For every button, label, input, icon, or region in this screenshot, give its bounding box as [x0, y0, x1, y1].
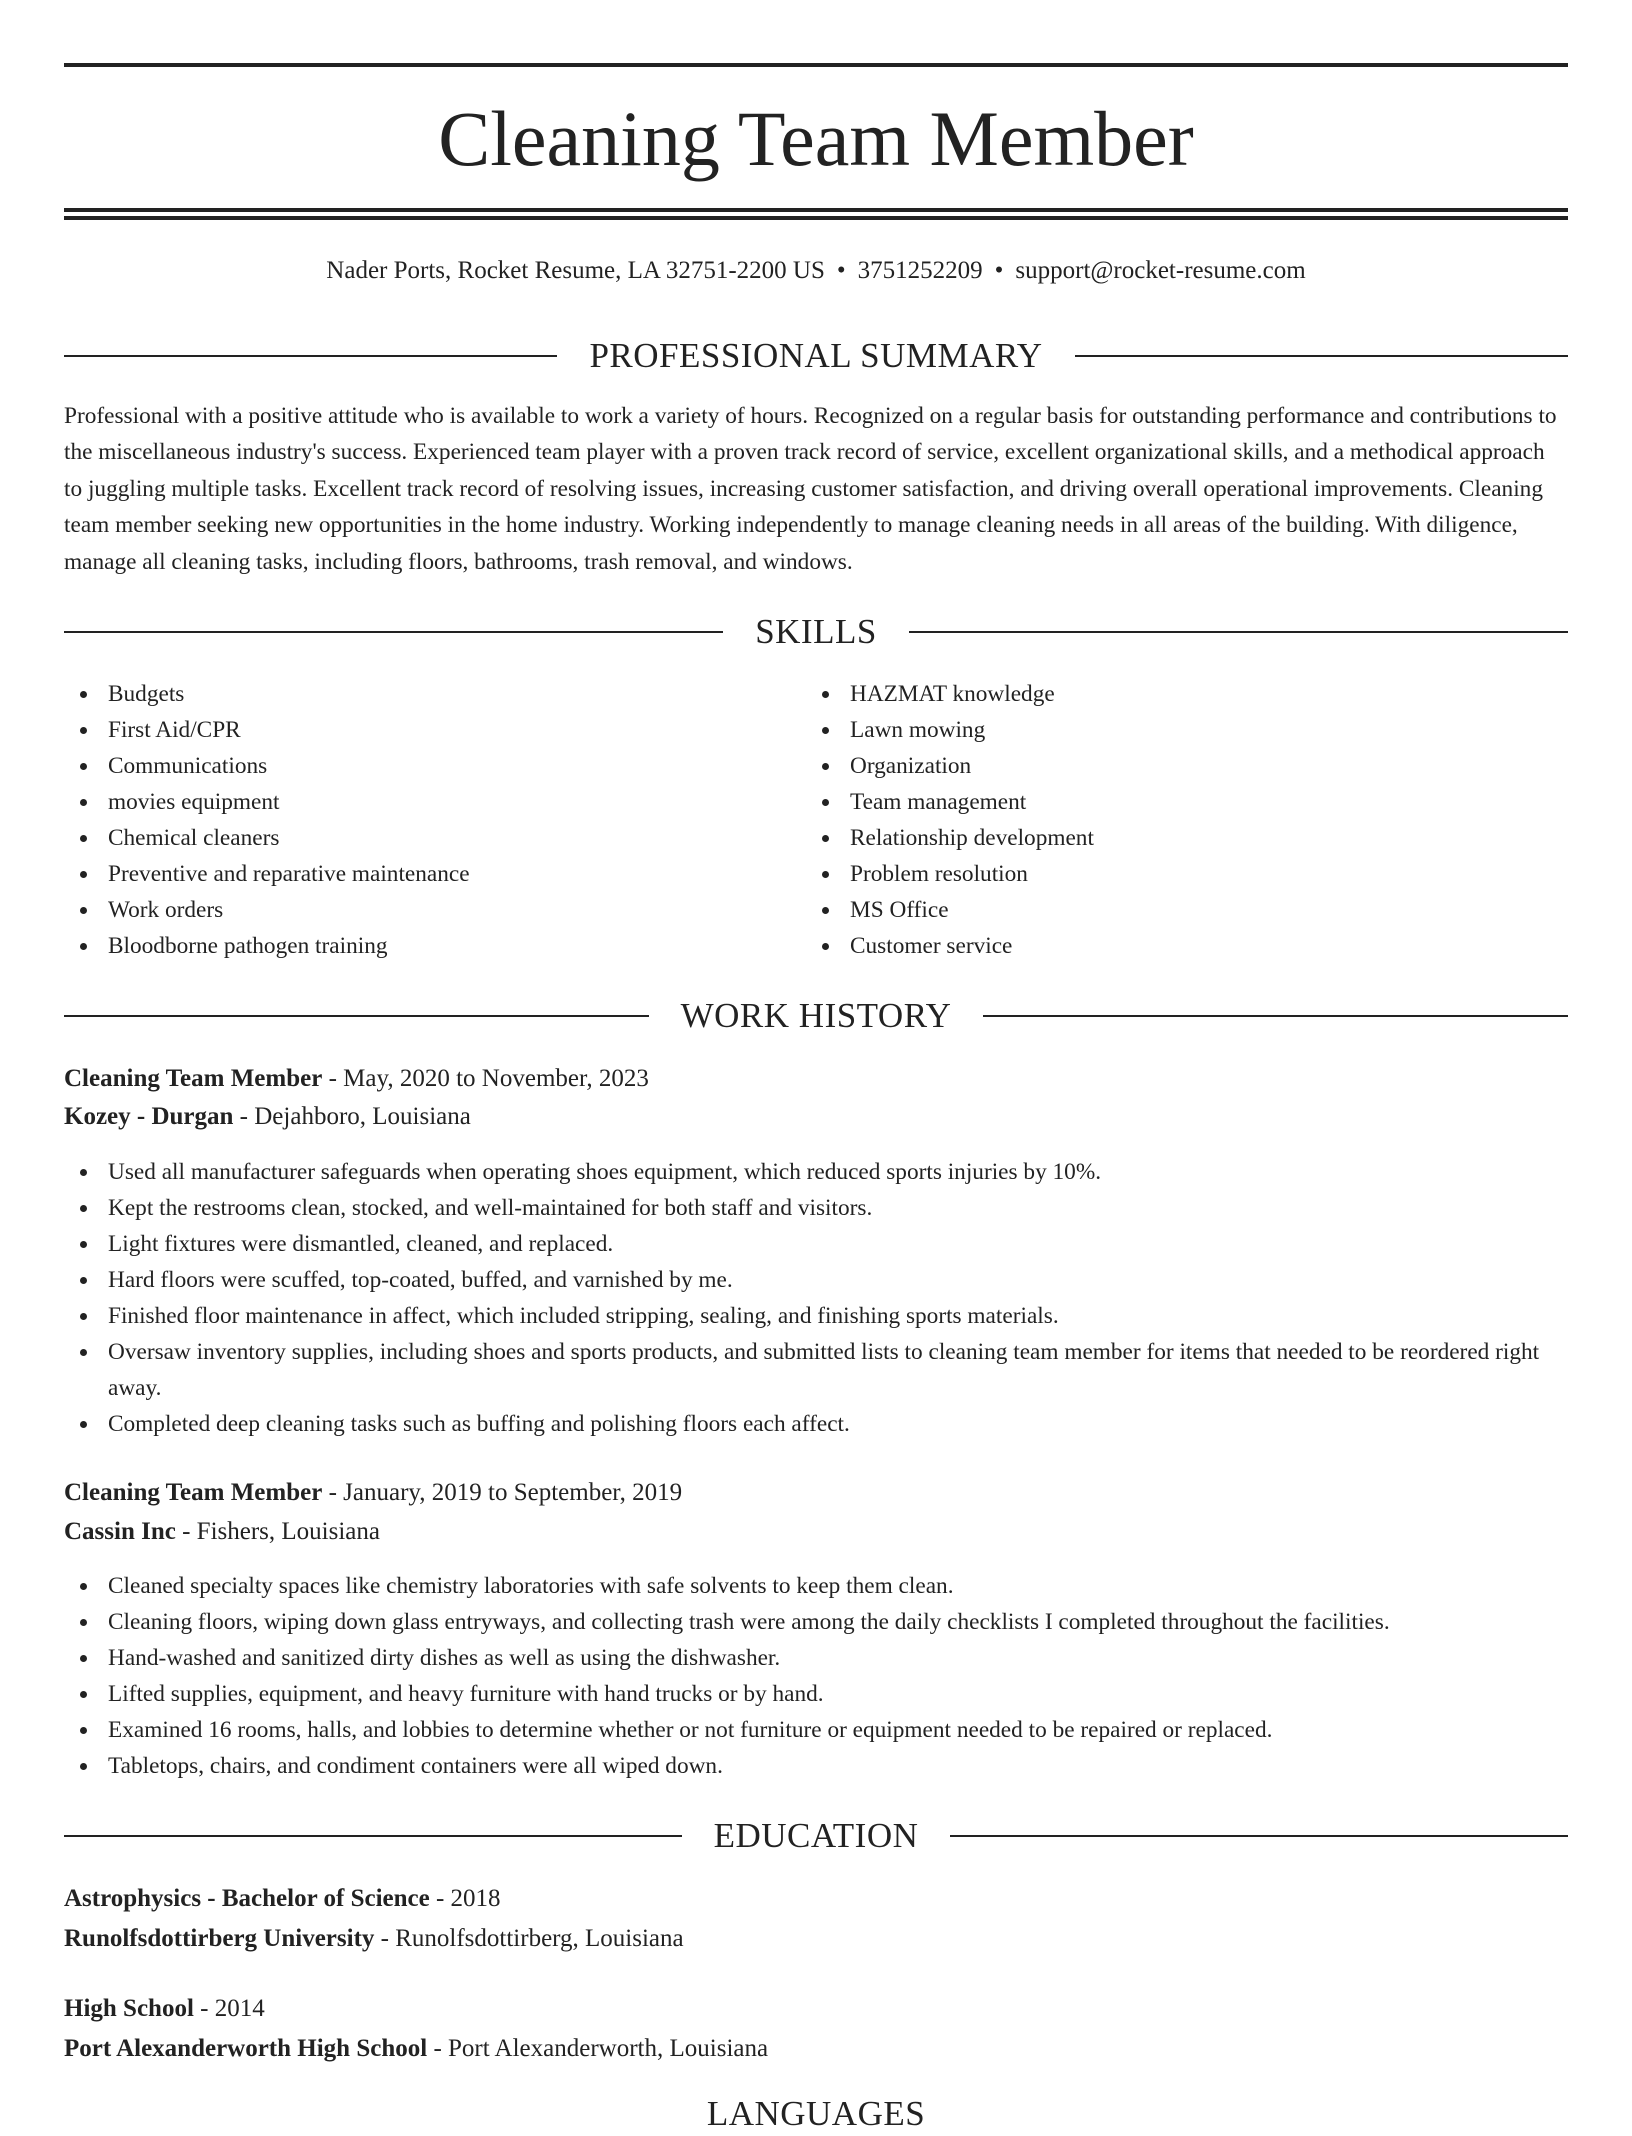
duty-item: Light fixtures were dismantled, cleaned, and replaced. [64, 1226, 1568, 1262]
job-company-line [64, 1514, 1568, 1550]
divider-line [64, 631, 723, 633]
summary-text: Professional with a positive attitude who is available to work a variety of hours. Recognized on a regular basis for outstanding performance and contributions to the miscellaneous industry's success. Experienced team player with a proven track record of service, excellent organizational skills, and a methodical approach to juggling multiple tasks. Excellent track record of resolving issues, increasing customer satisfaction, and driving overall operational improvements. Cleaning team member seeking new opportunities in the home industry. Working independently to manage cleaning needs in all areas of the building. With diligence, manage all cleaning tasks, including floors, bathrooms, trash removal, and windows. [64, 403, 1557, 575]
education-degree-line [64, 1991, 1568, 2027]
education-school-line [64, 2031, 1568, 2067]
education-year: - 2014 [193, 1995, 265, 2022]
section-title: EDUCATION [713, 1816, 919, 1855]
contact-address: Nader Ports, Rocket Resume, LA 32751-2200 US [326, 257, 825, 284]
skill-item: Team management [806, 784, 1546, 820]
job-dates: - January, 2019 to September, 2019 [322, 1479, 683, 1506]
duty-item: Kept the restrooms clean, stocked, and well-maintained for both staff and visitors. [64, 1190, 1568, 1226]
divider-line [1075, 355, 1568, 357]
skill-item: First Aid/CPR [64, 712, 804, 748]
education-section-header [64, 1814, 1568, 1858]
skill-item: Customer service [806, 928, 1546, 964]
duty-item: Tabletops, chairs, and condiment containers were all wiped down. [64, 1748, 1568, 1784]
work-section-header [64, 994, 1568, 1038]
contact-email: support@rocket-resume.com [1015, 257, 1306, 284]
section-title: PROFESSIONAL SUMMARY [589, 336, 1043, 375]
skill-item: Relationship development [806, 820, 1546, 856]
skill-item: HAZMAT knowledge [806, 676, 1546, 712]
page-title: Cleaning Team Member [438, 95, 1194, 182]
skill-item: Communications [64, 748, 804, 784]
education-degree-line [64, 1881, 1568, 1917]
contact-phone: 3751252209 [857, 257, 983, 284]
divider-line [983, 1015, 1568, 1017]
skill-item: Bloodborne pathogen training [64, 928, 804, 964]
skills-section-header [64, 610, 1568, 654]
duty-item: Completed deep cleaning tasks such as buffing and polishing floors each affect. [64, 1406, 1568, 1442]
section-title: LANGUAGES [706, 2094, 926, 2133]
divider-line [950, 1835, 1568, 1837]
job-company: Kozey - Durgan [64, 1103, 234, 1130]
duty-item: Oversaw inventory supplies, including shoes and sports products, and submitted lists to cleaning team member for items that needed to be reordered right away. [64, 1334, 1568, 1406]
divider-line [64, 355, 557, 357]
job-company-line [64, 1099, 1568, 1135]
summary-section-header [64, 334, 1568, 378]
education-degree: High School [64, 1995, 194, 2022]
divider-line [64, 1835, 682, 1837]
job-title-line [64, 1061, 1568, 1097]
job-dates: - May, 2020 to November, 2023 [322, 1065, 649, 1092]
duty-item: Hard floors were scuffed, top-coated, buffed, and varnished by me. [64, 1262, 1568, 1298]
education-location: - Runolfsdottirberg, Louisiana [374, 1925, 684, 1952]
languages-section-header [64, 2092, 1568, 2136]
contact-separator: • [994, 257, 1004, 284]
skill-item: Work orders [64, 892, 804, 928]
contact-line [64, 254, 1568, 288]
skill-item: movies equipment [64, 784, 804, 820]
skills-list-right [806, 676, 1546, 964]
top-rule [64, 63, 1568, 67]
education-degree: Astrophysics - Bachelor of Science [64, 1885, 430, 1912]
duty-item: Lifted supplies, equipment, and heavy furniture with hand trucks or by hand. [64, 1676, 1568, 1712]
job-title: Cleaning Team Member [64, 1479, 323, 1506]
education-year: - 2018 [429, 1885, 501, 1912]
job-location: - Fishers, Louisiana [175, 1518, 380, 1545]
duty-item: Examined 16 rooms, halls, and lobbies to determine whether or not furniture or equipment needed to be repaired or replaced. [64, 1712, 1568, 1748]
job-company: Cassin Inc [64, 1518, 176, 1545]
divider-line [64, 1015, 649, 1017]
duty-item: Hand-washed and sanitized dirty dishes as well as using the dishwasher. [64, 1640, 1568, 1676]
skills-list-left [64, 676, 804, 964]
education-location: - Port Alexanderworth, Louisiana [427, 2035, 769, 2062]
duty-item: Cleaned specialty spaces like chemistry laboratories with safe solvents to keep them clean. [64, 1568, 1568, 1604]
education-school-line [64, 1921, 1568, 1957]
title-rule-upper [64, 208, 1568, 212]
section-title: SKILLS [755, 612, 877, 651]
skill-item: Organization [806, 748, 1546, 784]
contact-separator: • [836, 257, 846, 284]
job-duties-list [64, 1568, 1568, 1784]
duty-item: Cleaning floors, wiping down glass entryways, and collecting trash were among the daily checklists I completed throughout the facilities. [64, 1604, 1568, 1640]
section-title: WORK HISTORY [680, 996, 952, 1035]
job-title-line [64, 1475, 1568, 1511]
job-title: Cleaning Team Member [64, 1065, 323, 1092]
skill-item: Chemical cleaners [64, 820, 804, 856]
education-school: Port Alexanderworth High School [64, 2035, 428, 2062]
job-duties-list [64, 1154, 1568, 1442]
skill-item: Budgets [64, 676, 804, 712]
education-school: Runolfsdottirberg University [64, 1925, 375, 1952]
skill-item: Lawn mowing [806, 712, 1546, 748]
duty-item: Used all manufacturer safeguards when operating shoes equipment, which reduced sports injuries by 10%. [64, 1154, 1568, 1190]
skill-item: Preventive and reparative maintenance [64, 856, 804, 892]
job-location: - Dejahboro, Louisiana [233, 1103, 471, 1130]
title-rule-lower [64, 216, 1568, 220]
duty-item: Finished floor maintenance in affect, which included stripping, sealing, and finishing sports materials. [64, 1298, 1568, 1334]
divider-line [909, 631, 1568, 633]
skill-item: Problem resolution [806, 856, 1546, 892]
skill-item: MS Office [806, 892, 1546, 928]
